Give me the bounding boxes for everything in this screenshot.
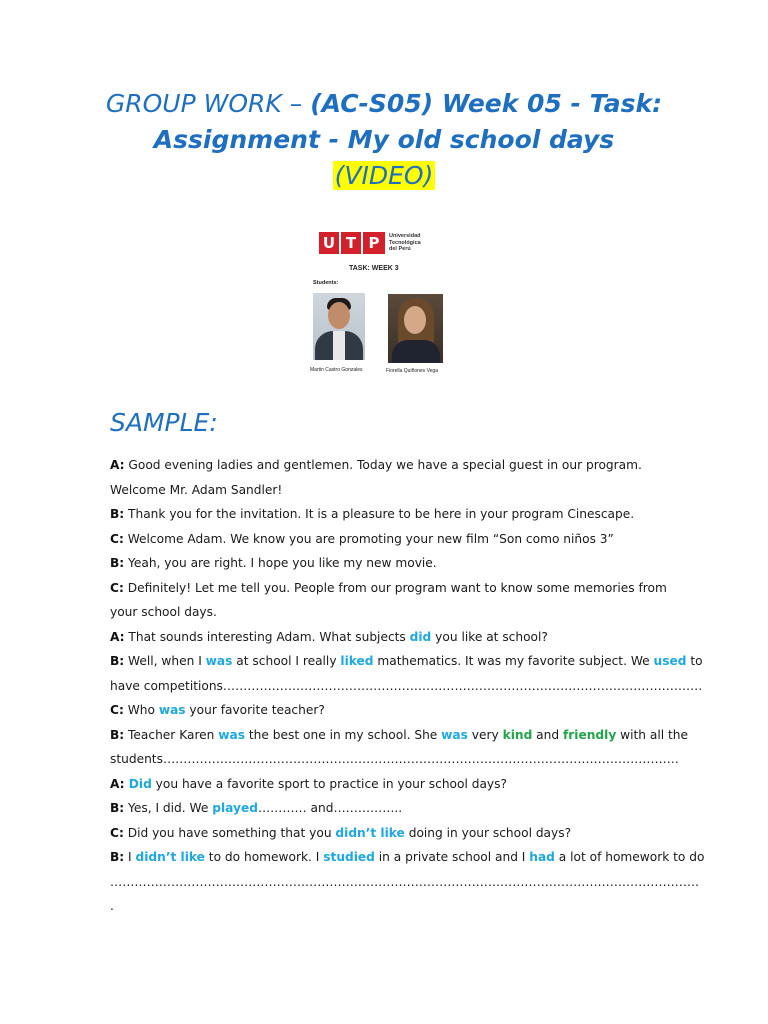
dialogue-text: the best one in my school. She [245, 728, 442, 742]
logo-text-line: Tecnológica [389, 239, 421, 246]
dialogue-text: Yes, I did. We [124, 801, 213, 815]
verb-highlight: didn’t like [335, 826, 405, 840]
verb-highlight: played [212, 801, 258, 815]
dialogue-text: Good evening ladies and gentlemen. Today we have a special guest in our program. [124, 458, 642, 472]
dialogue-text: you have a favorite sport to practice in your school days? [151, 777, 507, 791]
dialogue-text: That sounds interesting Adam. What subjects [124, 630, 410, 644]
dialogue-text: Teacher Karen [124, 728, 219, 742]
verb-highlight: was [218, 728, 246, 742]
verb-highlight: liked [340, 654, 374, 668]
student-name-1: Martin Castro Gonzales [310, 367, 363, 373]
dialogue-text: your school days. [110, 605, 217, 619]
dialogue-text: Welcome Adam. We know you are promoting your new film “Son como niños 3” [123, 532, 614, 546]
logo-letter: U [319, 232, 341, 254]
dialogue-text: ………………………………………………………………………………………………………………………………. [110, 875, 699, 889]
speaker-label: C: [110, 532, 124, 546]
dialogue-line [110, 551, 662, 576]
dialogue-text: Thank you for the invitation. It is a pleasure to be here in your program Cinescape. [124, 507, 635, 521]
verb-highlight: studied [323, 850, 375, 864]
verb-highlight: was [205, 654, 233, 668]
dialogue-line [110, 527, 662, 552]
verb-highlight: used [653, 654, 687, 668]
dialogue-text: . [110, 899, 114, 913]
dialogue-text: Definitely! Let me tell you. People from our program want to know some memories from [123, 581, 667, 595]
dialogue-text: students………………………………………………………………………………………………………………. [110, 752, 679, 766]
title-line-1 [0, 86, 768, 122]
speaker-label: B: [110, 850, 125, 864]
speaker-label: C: [110, 826, 124, 840]
dialogue-text: to do homework. I [204, 850, 324, 864]
dialogue-line [110, 723, 688, 748]
dialogue-line [110, 870, 699, 895]
dialogue-line [110, 453, 662, 478]
cover-task-label: TASK: WEEK 3 [349, 265, 399, 272]
logo-text-line: del Perú [389, 246, 411, 253]
cover-image [305, 225, 460, 380]
dialogue-line [110, 845, 705, 870]
dialogue-text: and [532, 728, 563, 742]
speaker-label: B: [110, 556, 125, 570]
utp-logo-text [389, 233, 421, 253]
dialogue-text: Yeah, you are right. I hope you like my new movie. [124, 556, 437, 570]
dialogue-text: your favorite teacher? [185, 703, 325, 717]
dialogue-line [110, 698, 662, 723]
speaker-label: C: [110, 581, 124, 595]
verb-highlight: did [409, 630, 432, 644]
verb-highlight: was [158, 703, 186, 717]
speaker-label: A: [110, 630, 125, 644]
cover-students-label: Students: [313, 280, 339, 286]
title-prefix: GROUP WORK – [105, 89, 311, 118]
dialogue-line [110, 576, 667, 601]
adjective-highlight: friendly [562, 728, 617, 742]
title-video-highlight: (VIDEO) [334, 161, 434, 190]
speaker-label: A: [110, 458, 125, 472]
dialogue-text: mathematics. It was my favorite subject. We [373, 654, 654, 668]
title-task-code: (AC-S05) Week 05 - Task: [310, 89, 663, 118]
dialogue-text: with all the [616, 728, 688, 742]
dialogue-text: you like at school? [431, 630, 548, 644]
dialogue-text: I [124, 850, 136, 864]
logo-text-line: Universidad [389, 233, 421, 240]
dialogue-text: Who [123, 703, 159, 717]
speaker-label: B: [110, 507, 125, 521]
dialogue-line [110, 625, 662, 650]
dialogue-text: have competitions………………………………………………………………………………………………………. [110, 679, 703, 693]
utp-logo-box [319, 232, 385, 254]
logo-letter: T [341, 232, 363, 254]
adjective-highlight: kind [502, 728, 533, 742]
dialogue-text: doing in your school days? [404, 826, 572, 840]
dialogue-text: in a private school and I [374, 850, 530, 864]
speaker-label: A: [110, 777, 125, 791]
dialogue-line [110, 894, 662, 919]
verb-highlight: had [529, 850, 555, 864]
speaker-label: B: [110, 654, 125, 668]
dialogue-line [110, 674, 703, 699]
dialogue-line [110, 478, 662, 503]
dialogue-text: a lot of homework to do [554, 850, 705, 864]
dialogue-line [110, 796, 662, 821]
student-photo-2 [388, 294, 443, 363]
sample-heading: SAMPLE: [110, 408, 218, 437]
speaker-label: C: [110, 703, 124, 717]
dialogue-text: very [467, 728, 503, 742]
dialogue-text: ………… and…………….. [257, 801, 403, 815]
dialogue-line [110, 772, 662, 797]
dialogue-text: Did you have something that you [123, 826, 336, 840]
student-photo-1 [313, 293, 365, 360]
verb-highlight: Did [124, 777, 152, 791]
title-line-3 [0, 158, 768, 194]
dialogue-text: at school I really [232, 654, 341, 668]
speaker-label: B: [110, 728, 125, 742]
utp-logo [319, 232, 421, 254]
speaker-label: B: [110, 801, 125, 815]
dialogue-text: to [686, 654, 703, 668]
student-name-2: Fiorella Quiñones Vega [386, 368, 438, 374]
dialogue-text: Well, when I [124, 654, 206, 668]
logo-letter: P [368, 234, 380, 252]
verb-highlight: didn’t like [135, 850, 205, 864]
dialogue-line [110, 821, 662, 846]
title-line-2: Assignment - My old school days [153, 125, 615, 154]
dialogue-line [110, 747, 679, 772]
dialogue-line [110, 600, 662, 625]
dialogue-line [110, 649, 703, 674]
verb-highlight: was [441, 728, 468, 742]
dialogue-line [110, 502, 662, 527]
dialogue-text: Welcome Mr. Adam Sandler! [110, 483, 283, 497]
